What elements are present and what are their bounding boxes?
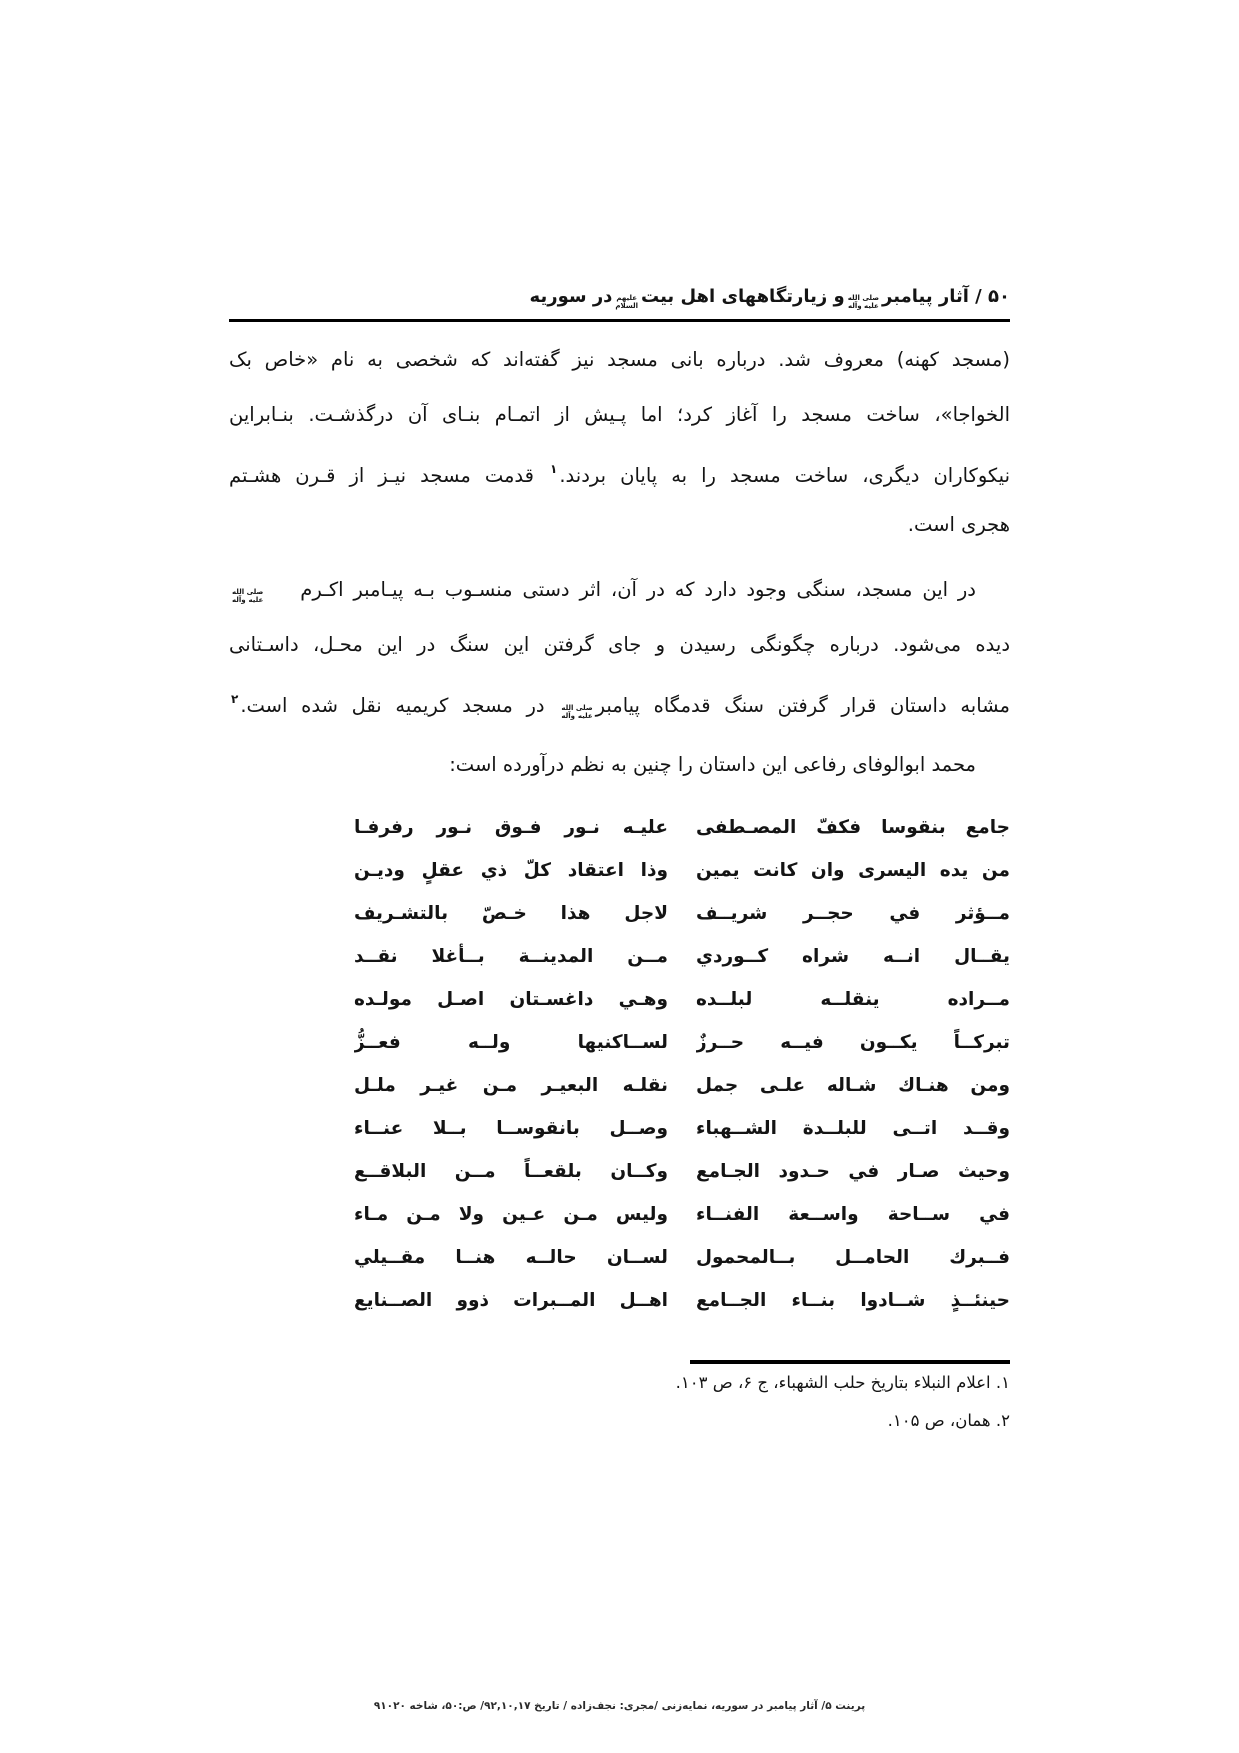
poem-rows bbox=[354, 806, 1010, 1322]
text-line: الخواجا»، ساخت مسجد را آغاز کرد؛ اما پـیش از اتمـام بنـای آن درگذشـت. بنـابراین bbox=[229, 403, 1010, 426]
hemistich-first: تبركــاً يكــون فيــه حــرزٌ bbox=[696, 1032, 1010, 1053]
text-line bbox=[229, 442, 1010, 497]
poem-couplet bbox=[354, 1279, 1010, 1322]
poem-block bbox=[354, 806, 1010, 1322]
page-number: ۵۰ bbox=[988, 286, 1010, 307]
hemistich-second: لســاكنيها ولــه فعــزُّ bbox=[354, 1032, 668, 1053]
honorific-text: عليه وآله bbox=[232, 596, 264, 604]
honorific-text: عليه وآله bbox=[561, 712, 593, 720]
ahlulbayt-honorific-icon bbox=[615, 295, 638, 310]
hemistich-second: لســان حالــه هنــا مقــيلي bbox=[354, 1247, 668, 1268]
hemistich-first: وحيث صـار في حـدود الجـامع bbox=[696, 1161, 1010, 1182]
hemistich-first: ومن هنـاك شـاله علـى جمل bbox=[696, 1075, 1010, 1096]
hemistich-first: يقــال انــه شراه كــوردي bbox=[696, 946, 1010, 967]
prophet-honorific-icon bbox=[232, 589, 297, 604]
header-title-part2: و زیارتگاههای اهل بیت bbox=[641, 286, 845, 307]
hemistich-second: اهــل المــبرات ذوو الصــنايع bbox=[354, 1290, 668, 1311]
honorific-text: صلى الله bbox=[847, 294, 880, 303]
paragraph-2 bbox=[229, 562, 1010, 727]
text-line: هجری است. bbox=[907, 513, 1010, 536]
poem-couplet bbox=[354, 978, 1010, 1021]
hemistich-first: حينئــذٍ شــادوا بنــاء الجــامع bbox=[696, 1290, 1010, 1311]
print-info-footer: پرینت ۵/ آثار پیامبر در سوریه، نمایه‌زنی /مجری: نجف‌زاده / تاریخ ۹۲,۱۰,۱۷/ ص:۵۰، شاخه ۹۱۰۲۰ bbox=[373, 1700, 866, 1712]
honorific-text: عليهم bbox=[616, 294, 638, 303]
header-title-part1: آثار پیامبر bbox=[882, 286, 969, 307]
text-line: دیده می‌شود. درباره چگونگی رسیدن و جای گرفتن این سنگ در این محـل، داسـتانی bbox=[229, 633, 1010, 656]
hemistich-second: وهـي داغسـتان اصـل مولـده bbox=[354, 989, 668, 1010]
poem-couplet bbox=[354, 1107, 1010, 1150]
footnote-ref-1: ۱ bbox=[550, 462, 558, 476]
hemistich-first: مــراده ينقلــه لبلــده bbox=[696, 989, 1010, 1010]
hemistich-first: جامع بنقوسا فكفّ المصـطفى bbox=[696, 817, 1010, 838]
text-line: (مسجد كهنه) معروف شد. درباره بانی مسجد نیز گفته‌اند که شخصی به نام «خاص بک bbox=[229, 348, 1010, 371]
text-line bbox=[229, 562, 1010, 617]
text-segment: قدمت مسجد نیـز از قـرن هشـتم bbox=[229, 464, 534, 487]
hemistich-second: نقلـه البعيـر مـن غيـر ملـل bbox=[354, 1075, 668, 1096]
hemistich-first: وقــد اتــى للبلــدة الشــهباء bbox=[696, 1118, 1010, 1139]
poem-couplet bbox=[354, 1193, 1010, 1236]
text-line bbox=[229, 672, 1010, 727]
hemistich-first: في ســاحة واســعة الفنــاء bbox=[696, 1204, 1010, 1225]
hemistich-first: مــؤثر في حجــر شريــف bbox=[696, 903, 1010, 924]
honorific-text: السلام bbox=[615, 302, 639, 310]
poem-couplet bbox=[354, 806, 1010, 849]
honorific-text: صلى الله bbox=[561, 704, 593, 713]
prophet-honorific-icon bbox=[848, 295, 879, 310]
hemistich-first: من يده اليسرى وان كانت يمين bbox=[696, 860, 1010, 881]
text-segment: مشابه داستان قرار گرفتن سنگ قدمگاه پیامبر bbox=[595, 694, 1010, 717]
text-segment: در این مسجد، سنگی وجود دارد که در آن، اثر دستی منسـوب بـه پیـامبر اکـرم bbox=[300, 578, 976, 601]
text-line: محمد ابوالوفای رفاعی این داستان را چنین به نظم درآورده است: bbox=[449, 753, 976, 776]
paragraph-3 bbox=[229, 737, 1010, 792]
footnotes-block bbox=[229, 1360, 1010, 1440]
text-segment: در مسجد کریمیه نقل شده است. bbox=[240, 694, 545, 717]
hemistich-second: وذا اعتقاد كلّ ذي عقلٍ وديـن bbox=[354, 860, 668, 881]
poem-couplet bbox=[354, 849, 1010, 892]
footnote-2: ۲. همان، ص ۱۰۵. bbox=[887, 1411, 1010, 1430]
poem-couplet bbox=[354, 1236, 1010, 1279]
poem-couplet bbox=[354, 892, 1010, 935]
page-content bbox=[229, 0, 1010, 1440]
hemistich-second: وكــان بلقعــاً مــن البلاقــع bbox=[354, 1161, 668, 1182]
poem-couplet bbox=[354, 1064, 1010, 1107]
header-separator: / bbox=[968, 286, 989, 307]
footnote-1: ۱. اعلام النبلاء بتاریخ حلب الشهباء، ج ۶، ص ۱۰۳. bbox=[675, 1373, 1010, 1392]
hemistich-second: وصــل بانقوســا بــلا عنــاء bbox=[354, 1118, 668, 1139]
poem-couplet bbox=[354, 1150, 1010, 1193]
hemistich-first: فــبرك الحامــل بــالمحمول bbox=[696, 1247, 1010, 1268]
paragraph-1 bbox=[229, 332, 1010, 552]
poem-couplet bbox=[354, 935, 1010, 978]
page-header bbox=[229, 282, 1010, 322]
honorific-text: صلى الله bbox=[232, 588, 264, 597]
text-segment: نیکوکاران دیگری، ساخت مسجد را به پایان بردند. bbox=[559, 464, 1010, 487]
hemistich-second: لاجل هذا خـصّ بالتشـريف bbox=[354, 903, 668, 924]
footnote-ref-2: ۲ bbox=[231, 692, 239, 706]
hemistich-second: عليـه نـور فـوق نـور رفرفـا bbox=[354, 817, 668, 838]
poem-couplet bbox=[354, 1021, 1010, 1064]
header-title-part3: در سوریه bbox=[529, 286, 613, 307]
hemistich-second: مــن المدينــة بــأغلا نقــد bbox=[354, 946, 668, 967]
prophet-honorific-icon bbox=[561, 705, 592, 720]
hemistich-second: وليس مـن عـين ولا مـن مـاء bbox=[354, 1204, 668, 1225]
honorific-text: عليه وآله bbox=[847, 302, 879, 310]
